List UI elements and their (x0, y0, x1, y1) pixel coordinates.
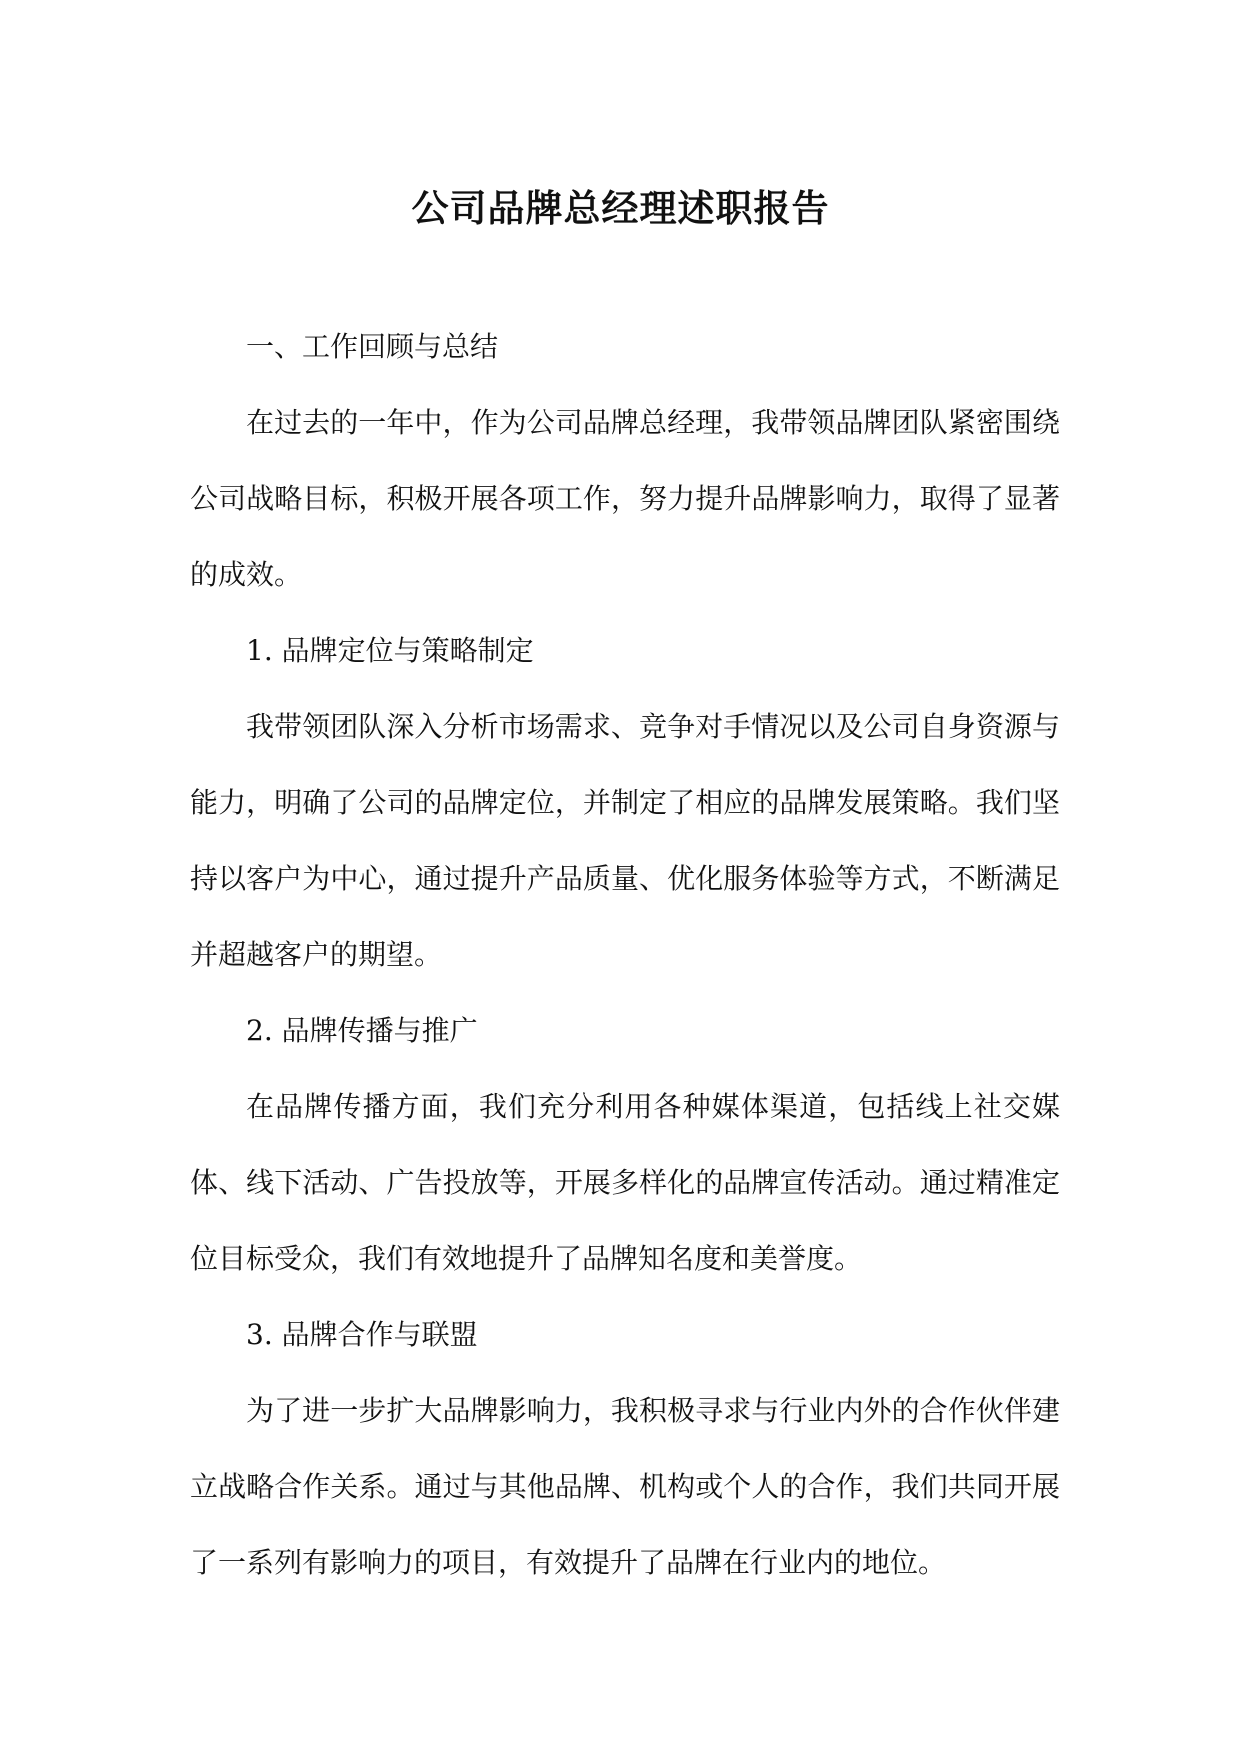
paragraph-positioning: 我带领团队深入分析市场需求、竞争对手情况以及公司自身资源与能力，明确了公司的品牌定位，并制定了相应的品牌发展策略。我们坚持以客户为中心，通过提升产品质量、优化服务体验等方式，不断满足并超越客户的期望。 (190, 710, 1060, 971)
subheading-positioning: 1. 品牌定位与策略制定 (246, 634, 534, 667)
paragraph-intro: 在过去的一年中，作为公司品牌总经理，我带领品牌团队紧密围绕公司战略目标，积极开展各项工作，努力提升品牌影响力，取得了显著的成效。 (190, 406, 1060, 591)
paragraph-promotion: 在品牌传播方面，我们充分利用各种媒体渠道，包括线上社交媒体、线下活动、广告投放等，开展多样化的品牌宣传活动。通过精准定位目标受众，我们有效地提升了品牌知名度和美誉度。 (190, 1090, 1060, 1275)
paragraph-cooperation: 为了进一步扩大品牌影响力，我积极寻求与行业内外的合作伙伴建立战略合作关系。通过与其他品牌、机构或个人的合作，我们共同开展了一系列有影响力的项目，有效提升了品牌在行业内的地位。 (190, 1394, 1060, 1579)
section-heading-review: 一、工作回顾与总结 (246, 330, 499, 363)
document-title: 公司品牌总经理述职报告 (411, 186, 830, 230)
document-body (190, 309, 1060, 1601)
subheading-promotion: 2. 品牌传播与推广 (246, 1014, 478, 1047)
subheading-cooperation: 3. 品牌合作与联盟 (246, 1318, 478, 1351)
